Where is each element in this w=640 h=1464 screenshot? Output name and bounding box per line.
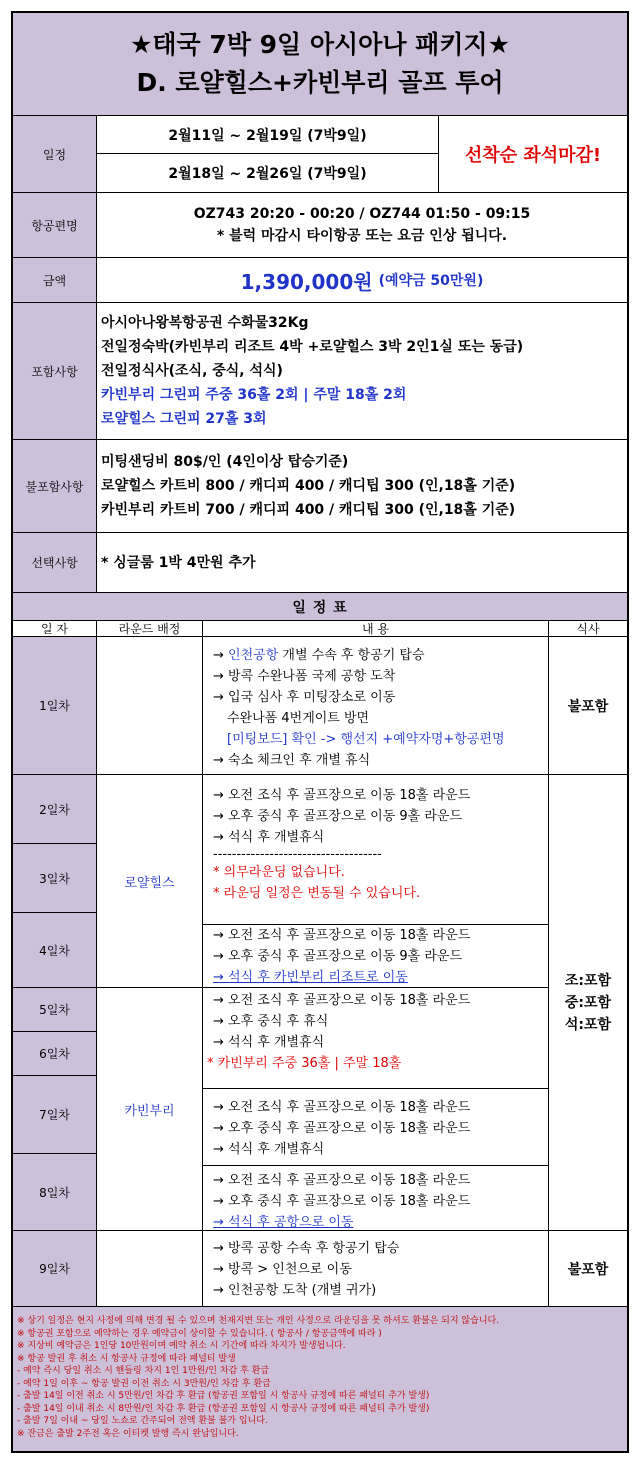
title-block: [13, 13, 627, 116]
footnotes: [13, 1307, 627, 1451]
content-line: → 오전 조식 후 골프장으로 이동 18홀 라운드: [213, 1100, 471, 1115]
note-line: * 카빈부리 주중 36홀 | 주말 18홀: [207, 1056, 402, 1071]
included-item: 전일정숙박(카빈부리 리조트 4박 +로얄힐스 3박 2인1실 또는 동급): [101, 339, 524, 355]
seat-deadline-notice: 선착순 좌석마감!: [439, 116, 627, 193]
note-line: * 의무라운딩 없습니다.: [213, 865, 345, 880]
content-day9: [203, 1231, 549, 1307]
content-day2-3: [203, 775, 549, 925]
day-1: 1일차: [13, 637, 97, 775]
schedule-date-1: 2월11일 ~ 2월19일 (7박9일): [97, 116, 439, 154]
meal-lunch: 중:포함: [564, 994, 612, 1011]
day-9: 9일차: [13, 1231, 97, 1307]
footnote: - 출발 7일 이내 ~ 당일 노쇼로 간주되어 전액 환불 불가 입니다.: [17, 1416, 268, 1426]
content-line: → 숙소 체크인 후 개별 휴식: [213, 753, 371, 768]
day-3: 3일차: [13, 844, 97, 913]
footnote: ※ 상기 일정은 현지 사정에 의해 변경 될 수 있으며 천재지변 또는 개인 사정으로 라운딩을 못 하셔도 환불은 되지 않습니다.: [17, 1316, 500, 1326]
content-line: → 오후 중식 후 골프장으로 이동 18홀 라운드: [213, 1194, 471, 1209]
price-deposit: (예약금 50만원): [378, 273, 484, 289]
content-line: → 석식 후 개별휴식: [213, 830, 325, 845]
price-amount: 1,390,000원: [240, 269, 373, 294]
day-8: 8일차: [13, 1154, 97, 1231]
content-line: → 오후 중식 후 골프장으로 이동 9홀 라운드: [213, 949, 463, 964]
included-item: 카빈부리 그린피 주중 36홀 2회 | 주말 18홀 2회: [101, 387, 407, 403]
content-line: 개별 수속 후 항공기 탑승: [278, 648, 425, 663]
meal-breakfast: 조:포함: [564, 972, 612, 989]
content-line: 수완나폼 4번게이트 방면: [227, 711, 370, 726]
flight-note: * 블럭 마감시 타이항공 또는 요금 인상 됩니다.: [216, 228, 508, 244]
arrow-icon: →: [213, 648, 229, 663]
incheon-airport: 인천공항: [228, 648, 279, 663]
price-info: [97, 258, 627, 303]
round-royal-hills: 로얄힐스: [97, 775, 203, 988]
excluded-list: [97, 440, 627, 533]
included-list: [97, 303, 627, 440]
content-line: → 오전 조식 후 골프장으로 이동 18홀 라운드: [213, 788, 471, 803]
day-2: 2일차: [13, 775, 97, 844]
footnote: ※ 지상비 예약금은 1인당 10만원이며 예약 취소 시 기간에 따라 차지가 발생됩니다.: [17, 1341, 346, 1351]
excluded-item: 카빈부리 카트비 700 / 캐디피 400 / 캐디팁 300 (인,18홀 기준): [101, 502, 516, 518]
excluded-label: 불포함사항: [13, 440, 97, 533]
flight-info: [97, 193, 627, 258]
optional-text: * 싱글룸 1박 4만원 추가: [101, 555, 256, 571]
content-line: → 입국 심사 후 미팅장소로 이동: [213, 690, 396, 705]
content-line: → 석식 후 개별휴식: [213, 1035, 325, 1050]
content-line: → 오후 중식 후 골프장으로 이동 18홀 라운드: [213, 1121, 471, 1136]
day-7: 7일차: [13, 1076, 97, 1154]
price-label: 금액: [13, 258, 97, 303]
meal-day9: 불포함: [549, 1231, 627, 1307]
content-day8: [203, 1166, 549, 1231]
included-item: 아시아나왕복항공권 수화물32Kg: [101, 315, 309, 331]
footnote: - 출발 14일 이전 취소 시 5만원/인 차감 후 환급 (항공권 포함일 시 항공사 규정에 따른 패널티 추가 발생): [17, 1391, 430, 1401]
content-day5-6: [203, 988, 549, 1089]
header-day: 일 자: [13, 621, 97, 637]
package-sheet: [11, 11, 629, 1453]
footnote: ※ 항공 발권 후 취소 시 항공사 규정에 따라 패널티 발생: [17, 1353, 236, 1364]
content-line: → 오전 조식 후 골프장으로 이동 18홀 라운드: [213, 928, 471, 943]
footnote: - 예약 즉시 당일 취소 시 핸들링 차지 1인 1만원/인 차감 후 환급: [17, 1366, 270, 1376]
included-item: 로얄힐스 그린피 27홀 3회: [101, 411, 267, 427]
content-line-transfer: → 석식 후 카빈부리 리조트로 이동: [213, 970, 408, 985]
schedule-label: 일정: [13, 116, 97, 193]
excluded-item: 미팅샌딩비 80$/인 (4인이상 탑승기준): [101, 454, 349, 470]
flight-label: 항공편명: [13, 193, 97, 258]
round-kabinburi: 카빈부리: [97, 988, 203, 1231]
round-cell-day9: [97, 1231, 203, 1307]
content-line: → 오전 조식 후 골프장으로 이동 18홀 라운드: [213, 993, 471, 1008]
day-5: 5일차: [13, 988, 97, 1032]
meal-dinner: 석:포함: [564, 1016, 612, 1033]
meeting-board-line: [미팅보드] 확인 -> 행선지 +예약자명+항공편명: [227, 732, 505, 747]
itinerary-title: 일 정 표: [13, 593, 627, 621]
content-day4: [203, 925, 549, 988]
footnote: - 예약 1일 이후 ~ 항공 발권 이전 취소 시 3만원/인 차감 후 환급: [17, 1378, 271, 1389]
day-6: 6일차: [13, 1032, 97, 1076]
title-line1: ★태국 7박 9일 아시아나 패키지★: [129, 30, 511, 59]
title-line2: D. 로얄힐스+카빈부리 골프 투어: [136, 68, 504, 97]
content-day7: [203, 1089, 549, 1166]
content-line: → 방콕 공항 수속 후 항공기 탑승: [213, 1241, 400, 1256]
content-line: → 오후 중식 후 휴식: [213, 1014, 329, 1029]
schedule-date-2: 2월18일 ~ 2월26일 (7박9일): [97, 154, 439, 193]
included-label: 포함사항: [13, 303, 97, 440]
note-line: * 라운딩 일정은 변동될 수 있습니다.: [213, 886, 421, 901]
optional-info: [97, 533, 627, 593]
dash-separator: ------------------------------------: [213, 848, 382, 862]
included-item: 전일정식사(조식, 중식, 석식): [101, 363, 283, 379]
content-line: → 오후 중식 후 골프장으로 이동 9홀 라운드: [213, 809, 463, 824]
footnote: - 출발 14일 이내 취소 시 8만원/인 차감 후 환급 (항공권 포함일 시 항공사 규정에 따른 패널티 추가 발생): [17, 1403, 430, 1414]
content-line: → 오전 조식 후 골프장으로 이동 18홀 라운드: [213, 1173, 471, 1188]
content-line: → 방콕 수완나폼 국제 공항 도착: [213, 669, 396, 684]
excluded-item: 로얄힐스 카트비 800 / 캐디피 400 / 캐디팁 300 (인,18홀 기준): [101, 478, 516, 494]
content-line: → 인천공항 도착 (개별 귀가): [213, 1283, 377, 1298]
meal-mid: [549, 775, 627, 1231]
content-line-transfer: → 석식 후 공항으로 이동: [213, 1215, 354, 1230]
day-4: 4일차: [13, 913, 97, 988]
flight-numbers: OZ743 20:20 - 00:20 / OZ744 01:50 - 09:15: [193, 206, 531, 222]
header-round: 라운드 배정: [97, 621, 203, 637]
meal-day1: 불포함: [549, 637, 627, 775]
optional-label: 선택사항: [13, 533, 97, 593]
content-line: → 방콕 > 인천으로 이동: [213, 1262, 352, 1277]
footnote: ※ 잔금은 출발 2주전 혹은 이티켓 발행 즉시 완납입니다.: [17, 1428, 239, 1439]
header-meal: 식사: [549, 621, 627, 637]
footnote: ※ 항공권 포함으로 예약하는 경우 예약금이 상이할 수 있습니다. ( 항공사 / 항공금액에 따라 ): [17, 1328, 382, 1339]
round-cell-day1: [97, 637, 203, 775]
header-content: 내 용: [203, 621, 549, 637]
content-day1: [203, 637, 549, 775]
content-line: → 석식 후 개별휴식: [213, 1142, 325, 1157]
